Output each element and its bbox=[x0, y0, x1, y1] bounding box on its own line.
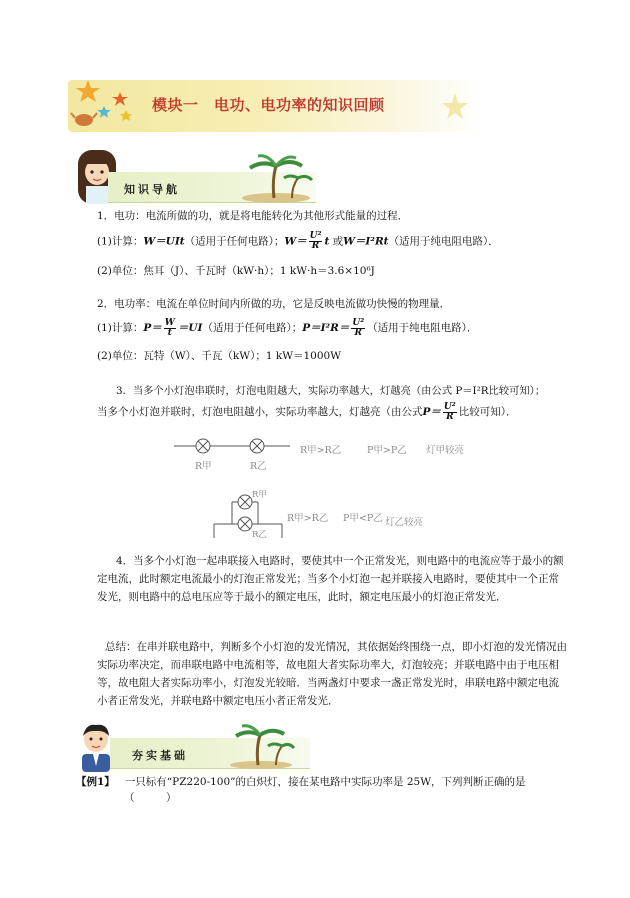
series-result: 灯甲较亮 bbox=[426, 445, 465, 456]
item1-calc-prefix: (1)计算： bbox=[97, 235, 144, 248]
item2-note-1: （适用于任何电路）； bbox=[202, 322, 303, 334]
fraction-numerator: U² bbox=[309, 231, 322, 241]
section-label-knowledge: 知识导航 bbox=[124, 183, 180, 196]
parallel-circuit-diagram bbox=[210, 488, 286, 540]
summary-paragraph: 总结：在串并联电路中，判断多个小灯泡的发光情况，其依据始终围绕一点，即小灯泡的发光情况由实际功率决定，而串联电路中电流相等，故电阻大者实际功率大，灯泡较亮；并联电路中由于电压相等，故电阻大者实际功率小，灯泡发光较暗．当两盏灯中要求一盏正常发光时，串联电路中额定电流小者正常发光，并联电路中额定电压小者正常发光． bbox=[97, 641, 567, 707]
item2-fraction-2 bbox=[351, 319, 365, 338]
item2-fraction-1 bbox=[164, 319, 176, 338]
section-label-foundation: 夯实基础 bbox=[132, 749, 188, 762]
module-title: 模块一 电功、电功率的知识回顾 bbox=[152, 96, 385, 114]
fraction-numerator: U² bbox=[352, 317, 365, 328]
item1-formula-3: W＝I²Rt bbox=[343, 235, 389, 248]
item1-calc bbox=[97, 232, 499, 251]
palm-island-icon bbox=[226, 722, 296, 770]
series-compare-p: P甲>P乙 bbox=[367, 445, 407, 456]
item3-formula: P＝ bbox=[422, 406, 441, 418]
item1-formula-2-left: W＝ bbox=[284, 235, 307, 248]
example1-tag: 【例1】 bbox=[76, 776, 115, 788]
item3-line2-a: 当多个小灯泡并联时，灯泡电阻越小，实际功率越大，灯越亮（由公式 bbox=[97, 406, 423, 418]
fraction-numerator: W bbox=[164, 317, 175, 328]
item2-unit: (2)单位：瓦特（W）、千瓦（kW）；1 kW＝1000W bbox=[97, 350, 342, 362]
palm-island-icon bbox=[238, 152, 314, 204]
item3-line2 bbox=[97, 402, 516, 422]
parallel-label-r2: R乙 bbox=[252, 530, 267, 540]
example1-line bbox=[76, 775, 526, 789]
item1-unit: (2)单位：焦耳（J）、千瓦时（kW·h）；1 kW·h＝3.6×10⁶J bbox=[97, 265, 375, 277]
item1-intro: 1．电功：电流所做的功，就是将电能转化为其他形式能量的过程． bbox=[97, 210, 409, 222]
fraction-denominator: R bbox=[446, 411, 454, 422]
item4-paragraph: 4．当多个小灯泡一起串联接入电路时，要使其中一个正常发光，则电路中的电流应等于最小的额定电流，此时额定电流最小的灯泡正常发光；当多个小灯泡一起并联接入电路时，要使其中一个正常发光，则电路中的总电压应等于最小的额定电压，此时，额定电压最小的灯泡正常发光． bbox=[97, 555, 564, 603]
parallel-compare-p: P甲<P乙 bbox=[343, 513, 383, 524]
starfish-crab-decoration bbox=[70, 76, 150, 132]
item2-intro: 2．电功率：电流在单位时间内所做的功，它是反映电流做功快慢的物理量． bbox=[97, 298, 451, 310]
item1-note-2: （适用于纯电阻电路）． bbox=[388, 235, 499, 248]
item3-fraction bbox=[443, 403, 457, 422]
item2-calc bbox=[97, 318, 477, 338]
example1-answer-paren: （ ） bbox=[124, 792, 177, 804]
series-circuit-diagram bbox=[172, 434, 292, 474]
fraction-numerator: U² bbox=[443, 401, 456, 412]
parallel-compare-r: R甲>R乙 bbox=[287, 513, 329, 524]
parallel-label-r1: R甲 bbox=[252, 490, 267, 500]
series-label-r1: R甲 bbox=[195, 461, 212, 472]
item3-line1: 3．当多个小灯泡串联时，灯泡电阻越大，实际功率越大，灯越亮（由公式 P＝I²R比较可知）； bbox=[116, 385, 546, 397]
fraction-denominator: t bbox=[167, 327, 172, 338]
starfish-icon bbox=[440, 92, 470, 122]
fraction-denominator: R bbox=[354, 327, 362, 338]
fraction-denominator: R bbox=[311, 241, 320, 251]
item2-formula-2: P＝I²R＝ bbox=[302, 322, 350, 334]
item2-note-2: （适用于纯电阻电路）． bbox=[367, 322, 478, 334]
item1-note-1: （适用于任何电路）； bbox=[184, 235, 285, 248]
item1-formula-2-right: t bbox=[324, 235, 330, 248]
parallel-result: 灯乙较亮 bbox=[385, 517, 424, 528]
item2-formula-1-right: ＝UI bbox=[177, 322, 203, 334]
series-compare-r: R甲>R乙 bbox=[300, 445, 342, 456]
item2-calc-prefix: (1)计算： bbox=[97, 322, 144, 334]
item1-fraction bbox=[309, 232, 323, 251]
item3-line2-b: 比较可知）． bbox=[458, 406, 517, 418]
series-label-r2: R乙 bbox=[250, 461, 267, 472]
item1-formula-1: W＝UIt bbox=[143, 235, 185, 248]
example1-text: 一只标有“PZ220-100”的白炽灯，接在某电路中实际功率是 25W，下列判断正确的是 bbox=[124, 776, 526, 788]
item1-or: 或 bbox=[329, 235, 344, 248]
item2-formula-1-left: P＝ bbox=[143, 322, 162, 334]
